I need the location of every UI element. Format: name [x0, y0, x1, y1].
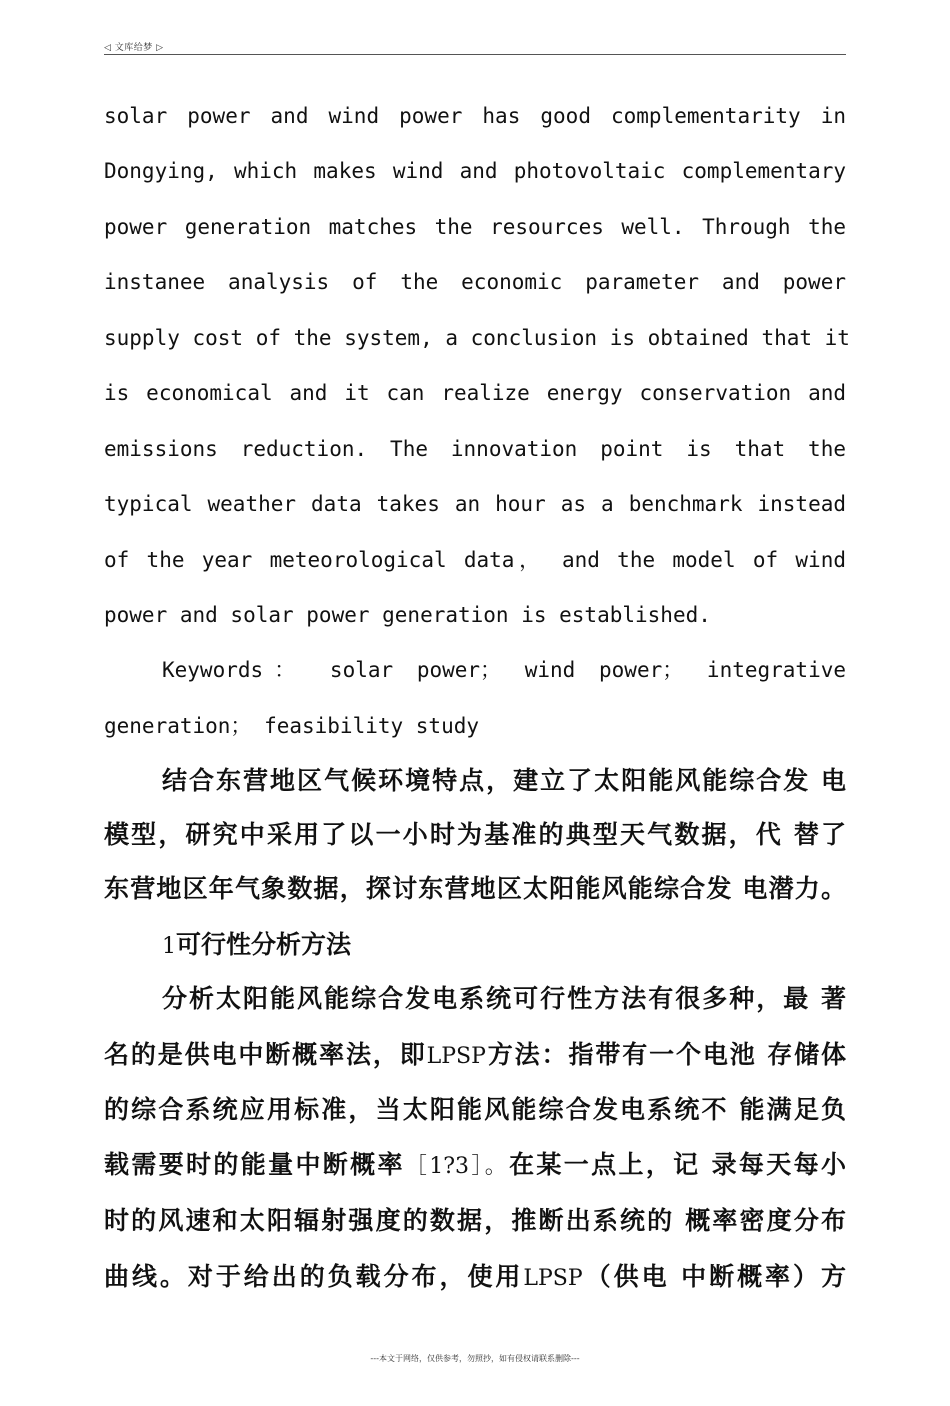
- abstract-line-5: supply cost of the system, a conclusion is obtained that it: [104, 326, 850, 350]
- body-line-5: 时的风速和太阳辐射强度的数据，推断出系统的 概率密度分布: [104, 1206, 846, 1235]
- body-line-6: [104, 1250, 846, 1306]
- header-divider: [104, 54, 846, 55]
- abstract-line-4: instanee analysis of the economic parameter and power: [104, 270, 846, 294]
- abstract-line-9: of the year meteorological data， and the model of wind: [104, 548, 846, 572]
- body-line-4-text-a: 载需要时的能量中断概率: [104, 1150, 405, 1179]
- body-line-3: 的综合系统应用标准，当太阳能风能综合发电系统不 能满足负: [104, 1095, 846, 1124]
- body-line-2: [104, 1028, 846, 1084]
- intro-line-2: 模型，研究中采用了以一小时为基准的典型天气数据，代 替了: [104, 820, 846, 849]
- abstract-line-2: Dongying, which makes wind and photovoltaic complementary: [104, 159, 846, 183]
- page-footer: ---本文于网络，仅供参考，勿照抄，如有侵权请联系删除---: [370, 1354, 580, 1363]
- abstract-line-3: power generation matches the resources well. Through the: [104, 215, 846, 239]
- section-heading: [104, 918, 846, 974]
- citation-ref: ［1?3］。: [404, 1154, 510, 1179]
- body-line-4: [104, 1138, 846, 1194]
- page-header: ◁ 文库给梦 ▷: [104, 43, 164, 53]
- body-line-4-text-b: 在某一点上，记 录每天每小: [509, 1150, 846, 1179]
- body-line-6-text-a: 曲线。对于给出的负载分布，使用: [104, 1262, 524, 1291]
- body-line-2-text-a: 名的是供电中断概率法，即: [104, 1040, 427, 1069]
- lpsp-term: LPSP: [426, 1044, 486, 1069]
- abstract-line-1: solar power and wind power has good complementarity in: [104, 104, 846, 128]
- body-line-1: 分析太阳能风能综合发电系统可行性方法有很多种，最 著: [162, 984, 846, 1013]
- body-line-2-text-b: 方法：指带有一个电池 存储体: [485, 1040, 846, 1069]
- section-number: 1: [162, 934, 176, 959]
- abstract-line-10: power and solar power generation is established.: [104, 603, 711, 627]
- lpsp-term-2: LPSP: [523, 1266, 583, 1291]
- intro-line-1: 结合东营地区气候环境特点，建立了太阳能风能综合发 电: [162, 766, 846, 795]
- intro-line-3: 东营地区年气象数据，探讨东营地区太阳能风能综合发 电潜力。: [104, 874, 846, 903]
- abstract-line-6: is economical and it can realize energy conservation and: [104, 381, 846, 405]
- abstract-line-8: typical weather data takes an hour as a benchmark instead: [104, 492, 846, 516]
- abstract-line-7: emissions reduction. The innovation point is that the: [104, 437, 846, 461]
- keywords-line-1: Keywords： solar power； wind power； integrative: [162, 658, 846, 682]
- body-line-6-text-b: （供电 中断概率）方: [582, 1262, 846, 1291]
- keywords-line-2: generation； feasibility study: [104, 714, 480, 738]
- section-title: 可行性分析方法: [176, 930, 352, 959]
